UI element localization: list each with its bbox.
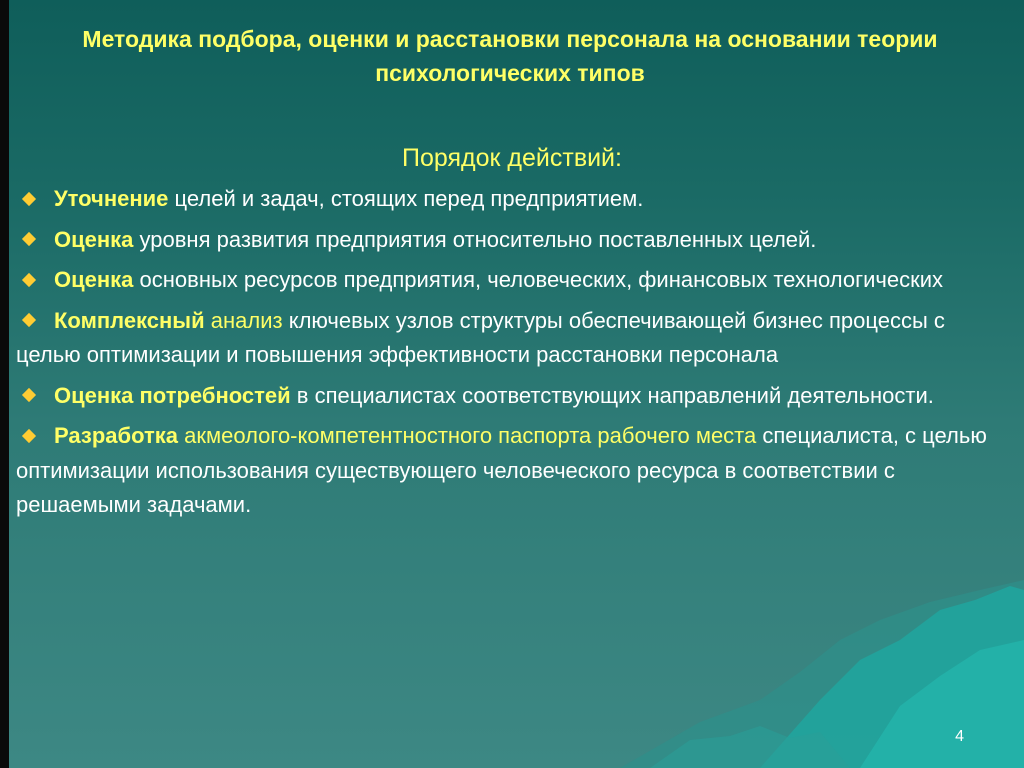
slide-title: Методика подбора, оценки и расстановки персонала на основании теории психологических типов — [82, 26, 938, 86]
diamond-bullet-icon — [22, 273, 36, 287]
list-item — [16, 263, 1006, 298]
action-list — [16, 182, 1006, 529]
item-text: в специалистах соответствующих направлений деятельности. — [290, 382, 934, 408]
item-highlight: акмеолого-компетентностного паспорта рабочего места — [178, 423, 757, 448]
page-number: 4 — [955, 728, 964, 745]
item-keyword: Уточнение — [54, 186, 169, 211]
item-keyword: Разработка — [54, 423, 178, 448]
list-item — [16, 379, 1006, 414]
item-highlight: анализ — [204, 307, 283, 333]
item-text: специалиста, с целью оптимизации использования существующего человеческого ресурса в соответствии с решаемыми задачами. — [16, 423, 987, 517]
list-item — [16, 419, 1006, 523]
item-text: уровня развития предприятия относительно поставленных целей. — [133, 226, 817, 252]
item-keyword: Оценка — [54, 267, 134, 292]
item-text: основных ресурсов предприятия, человеческих, финансовых технологических — [133, 267, 944, 292]
item-text: ключевых узлов структуры обеспечивающей бизнес процессы с целью оптимизации и повышения эффективности расстановки персонала — [16, 307, 945, 367]
list-item — [16, 223, 1006, 258]
list-item — [16, 182, 1006, 217]
diamond-bullet-icon — [22, 313, 36, 327]
diamond-bullet-icon — [22, 429, 36, 443]
item-keyword: Оценка — [54, 226, 134, 252]
diamond-bullet-icon — [22, 232, 36, 246]
slide-subtitle: Порядок действий: — [402, 144, 622, 172]
item-text: целей и задач, стоящих перед предприятием. — [168, 186, 644, 211]
item-keyword: Оценка потребностей — [54, 382, 291, 408]
diamond-bullet-icon — [22, 388, 36, 402]
item-keyword: Комплексный — [54, 307, 205, 333]
diamond-bullet-icon — [22, 192, 36, 206]
list-item — [16, 304, 1006, 373]
